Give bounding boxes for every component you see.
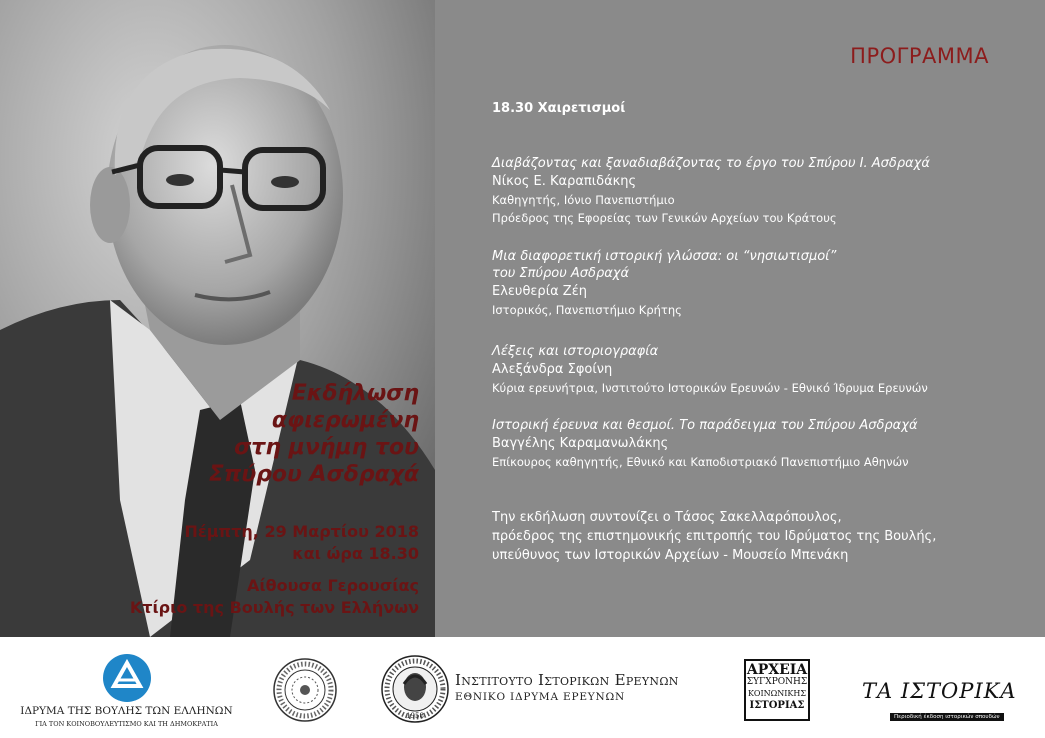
parliament-foundation-tagline: ΓΙΑ ΤΟΝ ΚΟΙΝΟΒΟΥΛΕΥΤΙΣΜΟ ΚΑΙ ΤΗ ΔΗΜΟΚΡΑΤΙΑ <box>35 720 218 728</box>
talk-affiliation: Επίκουρος καθηγητής, Εθνικό και Καποδιστριακό Πανεπιστήμιο Αθηνών <box>492 455 909 469</box>
program-talk <box>492 417 918 471</box>
event-place-line: Αίθουσα Γερουσίας <box>247 576 419 595</box>
program-greeting: 18.30 Χαιρετισμοί <box>492 101 626 116</box>
nhrf-seal-icon <box>380 654 450 724</box>
parliament-foundation-name: ΙΔΡΥΜΑ ΤΗΣ ΒΟΥΛΗΣ ΤΩΝ ΕΛΛΗΝΩΝ <box>20 705 233 717</box>
ta-istorika-logo <box>862 679 1022 722</box>
talk-speaker: Νίκος Ε. Καραπιδάκης <box>492 174 637 189</box>
ionian-university-seal-icon <box>272 657 338 723</box>
talk-speaker: Αλεξάνδρα Σφοίνη <box>492 362 613 377</box>
institute-logo <box>455 671 679 703</box>
event-place-line: Κτίριο της Βουλής των Ελλήνων <box>129 598 419 617</box>
nhrf-year: 1958 <box>406 712 424 720</box>
event-place <box>130 575 419 619</box>
program-talk <box>492 248 836 319</box>
talk-title: Διαβάζοντας και ξαναδιαβάζοντας το έργο του Σπύρου Ι. Ασδραχά <box>492 156 930 171</box>
sponsor-logos <box>0 637 1045 738</box>
talk-affiliation: Κύρια ερευνήτρια, Ινστιτούτο Ιστορικών Ερευνών - Εθνικό Ίδρυμα Ερευνών <box>492 381 928 395</box>
archives-line: ΚΟΙΝΩΝΙΚΗΣ <box>747 689 807 698</box>
talk-speaker: Ελευθερία Ζέη <box>492 284 587 299</box>
coordinator-note <box>492 508 936 565</box>
talk-affiliation: Πρόεδρος της Εφορείας των Γενικών Αρχείων του Κράτους <box>492 211 837 225</box>
archives-line: ΣΥΓΧΡΟΝΗΣ <box>746 677 808 687</box>
event-title-line: Σπύρου Ασδραχά <box>208 462 419 487</box>
talk-title: Ιστορική έρευνα και θεσμοί. Το παράδειγμα του Σπύρου Ασδραχά <box>492 418 918 433</box>
program-heading: ΠΡΟΓΡΑΜΜΑ <box>850 44 989 68</box>
talk-speaker: Βαγγέλης Καραμανωλάκης <box>492 436 669 451</box>
coordinator-line: Την εκδήλωση συντονίζει ο Τάσος Σακελλαρόπουλος, <box>492 510 842 525</box>
archives-logo <box>744 659 810 721</box>
program-talk <box>492 343 928 397</box>
institute-parent: ΕΘΝΙΚΟ ΙΔΡΥΜΑ ΕΡΕΥΝΩΝ <box>455 691 626 703</box>
archives-line: ΙΣΤΟΡΙΑΣ <box>749 700 805 711</box>
event-time-line: και ώρα 18.30 <box>292 544 419 563</box>
talk-title: του Σπύρου Ασδραχά <box>492 266 630 281</box>
program-panel <box>435 0 1045 637</box>
talk-affiliation: Ιστορικός, Πανεπιστήμιο Κρήτης <box>492 303 682 317</box>
coordinator-line: πρόεδρος της επιστημονικής επιτροπής του Ιδρύματος της Βουλής, <box>492 529 937 544</box>
institute-name: Ινστιτουτο Ιστορικων Ερευνων <box>455 671 679 689</box>
talk-title: Μια διαφορετική ιστορική γλώσσα: οι “νησιωτισμοί” <box>492 249 837 264</box>
archives-line: ΑΡΧΕΙΑ <box>746 662 808 678</box>
event-date-line: Πέμπτη, 29 Μαρτίου 2018 <box>184 522 419 541</box>
parliament-foundation-icon <box>102 653 152 703</box>
portrait-panel <box>0 0 435 637</box>
ta-istorika-name: ΤΑ ΙΣΤΟΡΙΚΑ <box>862 679 1017 703</box>
parliament-foundation-logo <box>14 653 239 733</box>
event-date <box>184 521 419 565</box>
event-title <box>119 380 419 488</box>
event-title-line: αφιερωμένη <box>271 408 419 433</box>
program-talk <box>492 155 930 227</box>
coordinator-line: υπεύθυνος των Ιστορικών Αρχείων - Μουσείο Μπενάκη <box>492 548 849 563</box>
ta-istorika-tagline: Περιοδική έκδοση ιστορικών σπουδών <box>890 713 1004 721</box>
event-title-line: Εκδήλωση <box>291 381 419 406</box>
event-title-line: στη μνήμη του <box>234 435 419 460</box>
talk-title: Λέξεις και ιστοριογραφία <box>492 344 659 359</box>
talk-affiliation: Καθηγητής, Ιόνιο Πανεπιστήμιο <box>492 193 675 207</box>
